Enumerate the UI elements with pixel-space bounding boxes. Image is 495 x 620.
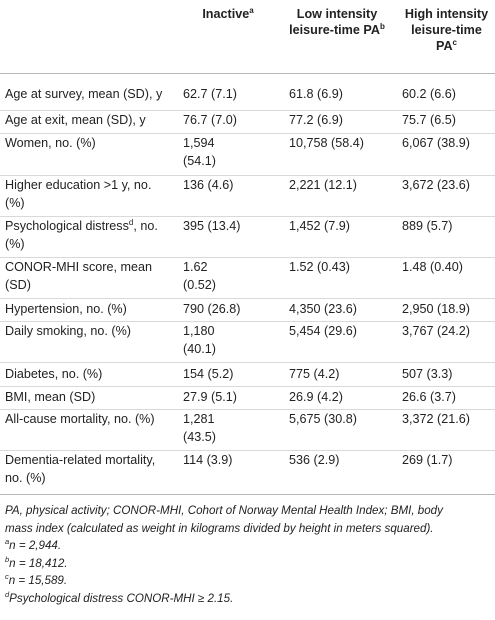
cell-inactive-line1: 1,281 (183, 412, 215, 426)
cell-inactive: 395 (13.4) (183, 219, 241, 233)
table-footnotes (5, 502, 489, 607)
footnote-a-mark: a (5, 537, 10, 547)
cell-inactive-line2: (40.1) (183, 341, 216, 356)
header-low-line2: leisure-time PA (289, 23, 380, 37)
cell-inactive-line1: 1.62 (183, 260, 208, 274)
header-inactive (183, 6, 273, 22)
cell-low: 26.9 (4.2) (289, 390, 343, 404)
table-row (0, 176, 495, 217)
row-label-line1: CONOR-MHI score, mean (5, 260, 152, 274)
table-row (0, 111, 495, 134)
header-inactive-label: Inactive (202, 7, 250, 21)
cell-low: 2,221 (12.1) (289, 178, 357, 192)
footnote-d (5, 590, 489, 608)
row-label: Age at exit, mean (SD), y (5, 113, 146, 127)
cell-high: 1.48 (0.40) (402, 260, 463, 274)
row-label-line1-suffix: , no. (133, 219, 158, 233)
row-label-line1: Psychological distress (5, 219, 129, 233)
header-high-intensity (398, 6, 495, 54)
table-row (0, 387, 495, 410)
cell-inactive: 62.7 (7.1) (183, 87, 237, 101)
cell-inactive (183, 323, 273, 358)
cell-high: 26.6 (3.7) (402, 390, 456, 404)
table-row (0, 86, 495, 111)
cell-high: 889 (5.7) (402, 219, 453, 233)
header-low-footnote-mark: b (379, 21, 385, 31)
table-header (0, 0, 495, 74)
abbreviations-line2: mass index (calculated as weight in kilograms divided by height in meters squared). (5, 521, 434, 535)
header-low-intensity (276, 6, 398, 38)
cell-high: 3,767 (24.2) (402, 324, 470, 338)
table-row (0, 134, 495, 176)
row-label-line1: Dementia-related mortality, (5, 453, 156, 467)
cell-inactive: 154 (5.2) (183, 367, 234, 381)
row-label-line2: (%) (5, 236, 25, 251)
cell-low: 536 (2.9) (289, 453, 340, 467)
row-label-footnote-mark: d (128, 217, 134, 227)
header-low-line1: Low intensity (296, 7, 378, 21)
table-row (0, 410, 495, 451)
cell-inactive-line1: 1,594 (183, 136, 215, 150)
row-label: All-cause mortality, no. (%) (5, 412, 155, 426)
row-label-line1: Higher education >1 y, no. (5, 178, 152, 192)
footnote-b-mark: b (5, 554, 10, 564)
table-row (0, 363, 495, 387)
cell-low: 5,675 (30.8) (289, 412, 357, 426)
table-row (0, 322, 495, 363)
row-label: Daily smoking, no. (%) (5, 324, 131, 338)
row-label: Hypertension, no. (%) (5, 302, 127, 316)
footnote-c (5, 572, 489, 590)
row-label (5, 218, 173, 253)
row-label-line2: (%) (5, 195, 25, 210)
footnote-b-text: n = 18,412. (9, 556, 68, 570)
cell-high: 3,672 (23.6) (402, 178, 470, 192)
row-label: Women, no. (%) (5, 136, 96, 150)
cell-high: 6,067 (38.9) (402, 136, 470, 150)
cell-low: 1.52 (0.43) (289, 260, 350, 274)
cell-high: 75.7 (6.5) (402, 113, 456, 127)
cell-low: 77.2 (6.9) (289, 113, 343, 127)
cell-low: 61.8 (6.9) (289, 87, 343, 101)
abbreviations-line1: PA, physical activity; CONOR-MHI, Cohort of Norway Mental Health Index; BMI, body (5, 504, 443, 517)
cell-inactive: 790 (26.8) (183, 302, 241, 316)
cell-high: 2,950 (18.9) (402, 302, 470, 316)
cell-inactive-line2: (43.5) (183, 429, 216, 444)
footnote-c-text: n = 15,589. (8, 574, 68, 587)
cell-high: 269 (1.7) (402, 453, 453, 467)
footnote-d-text: Psychological distress CONOR-MHI ≥ 2.15. (9, 591, 234, 605)
cell-inactive: 76.7 (7.0) (183, 113, 237, 127)
table-row (0, 299, 495, 322)
cell-inactive (183, 135, 273, 170)
cell-inactive-line2: (54.1) (183, 153, 216, 168)
cell-inactive-line2: (0.52) (183, 277, 216, 292)
footnote-d-mark: d (5, 589, 10, 599)
cell-low: 1,452 (7.9) (289, 219, 350, 233)
cell-low: 775 (4.2) (289, 367, 340, 381)
row-label (5, 452, 173, 487)
header-high-line2: leisure-time (411, 23, 482, 37)
cell-high: 60.2 (6.6) (402, 87, 456, 101)
footnote-a (5, 537, 489, 555)
header-high-line1: High intensity (404, 7, 489, 21)
row-label-line2: (SD) (5, 277, 31, 292)
row-label-line2: no. (%) (5, 470, 46, 485)
cell-low: 10,758 (58.4) (289, 136, 364, 150)
cell-high: 3,372 (21.6) (402, 412, 470, 426)
cell-inactive: 136 (4.6) (183, 178, 234, 192)
footnote-b (5, 555, 489, 573)
header-high-footnote-mark: c (452, 37, 457, 47)
table-row (0, 217, 495, 258)
header-high-line3: PA (435, 39, 453, 53)
header-inactive-footnote-mark: a (249, 5, 254, 15)
cell-inactive: 27.9 (5.1) (183, 390, 237, 404)
cell-inactive: 114 (3.9) (183, 453, 233, 467)
cell-inactive (183, 411, 273, 446)
cell-low: 4,350 (23.6) (289, 302, 357, 316)
footnote-c-mark: c (5, 572, 9, 582)
row-label (5, 177, 173, 212)
table-row (0, 258, 495, 299)
cell-inactive-line1: 1,180 (183, 324, 215, 338)
cell-low: 5,454 (29.6) (289, 324, 357, 338)
cell-high: 507 (3.3) (402, 367, 453, 381)
table-row (0, 451, 495, 495)
row-label: Diabetes, no. (%) (5, 367, 103, 381)
cell-inactive (183, 259, 273, 294)
footnote-a-text: n = 2,944. (9, 539, 62, 552)
row-label: Age at survey, mean (SD), y (5, 87, 163, 101)
row-label (5, 259, 173, 294)
row-label: BMI, mean (SD) (5, 390, 96, 404)
